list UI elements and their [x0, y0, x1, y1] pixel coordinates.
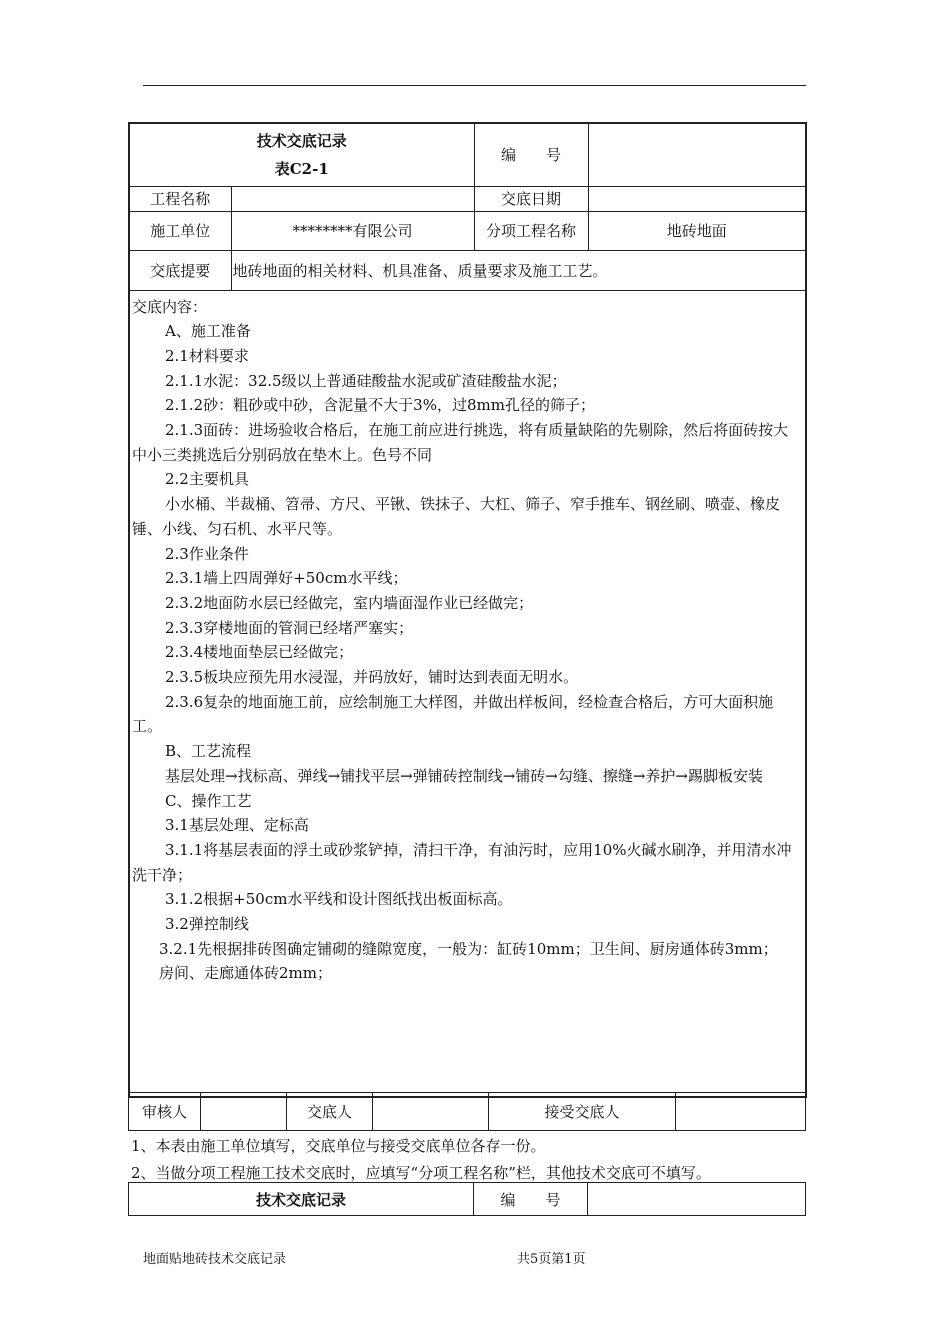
content-row [129, 290, 806, 1097]
next-form-title: 技术交底记录 [129, 1183, 474, 1216]
unit-label: 施工单位 [129, 211, 231, 250]
subproject-label: 分项工程名称 [474, 211, 588, 250]
note-item: 2、当做分项工程施工技术交底时，应填写“分项工程名称”栏，其他技术交底可不填写。 [131, 1164, 711, 1182]
footer-doc-name: 地面贴地砖技术交底记录 [143, 1252, 287, 1267]
summary-row [129, 250, 806, 290]
project-row [129, 186, 806, 211]
form-notes [131, 1133, 711, 1187]
content-line: 3.1.2根据+50cm水平线和设计图纸找出板面标高。 [165, 890, 513, 909]
content-line: 2.3作业条件 [165, 544, 249, 563]
content-line: 2.1材料要求 [165, 346, 249, 365]
form-number: 表C2-1 [274, 159, 329, 178]
content-line: B、工艺流程 [165, 742, 252, 761]
content-line: 2.2主要机具 [165, 470, 249, 489]
summary-value[interactable]: 地砖地面的相关材料、机具准备、质量要求及施工工艺。 [231, 250, 806, 290]
signature-row [129, 1093, 806, 1131]
content-line: 2.1.1水泥：32.5级以上普通硅酸盐水泥或矿渣硅酸盐水泥； [165, 371, 567, 390]
form-title: 技术交底记录 [256, 131, 347, 150]
next-serial-value[interactable] [588, 1183, 806, 1216]
reviewer-label: 审核人 [129, 1093, 201, 1131]
form-title-cell [129, 123, 474, 186]
content-line: 小水桶、半裁桶、笤帚、方尺、平锹、铁抹子、大杠、筛子、窄手推车、钢丝刷、喷壶、橡皮锤、小线、匀石机、水平尺等。 [132, 495, 781, 538]
content-line: 3.1.1将基层表面的浮土或砂浆铲掉，清扫干净，有油污时，应用10%火碱水刷净，并用清水冲洗干净； [132, 840, 792, 884]
content-line: 3.1基层处理、定标高 [165, 816, 309, 835]
title-row [129, 123, 806, 186]
serial-label: 编 号 [474, 123, 588, 186]
next-serial-label: 编 号 [474, 1183, 588, 1216]
reviewer-value[interactable] [201, 1093, 287, 1131]
content-line: 3.2.1先根据排砖图确定铺砌的缝隙宽度，一般为：缸砖10mm；卫生间、厨房通体砖3mm； [159, 939, 778, 958]
content-line: 2.1.3面砖：进场验收合格后，在施工前应进行挑选，将有质量缺陷的先剔除，然后将面砖按大中小三类挑选后分别码放在垫木上。色号不同 [132, 421, 789, 464]
receiver-value[interactable] [676, 1093, 806, 1131]
content-line: A、施工准备 [165, 322, 251, 341]
date-label: 交底日期 [474, 186, 588, 211]
content-line: 2.3.1墙上四周弹好+50cm水平线； [165, 569, 408, 588]
content-line: 2.3.4楼地面垫层已经做完； [165, 643, 354, 662]
date-value[interactable] [588, 186, 806, 211]
signature-table [128, 1092, 806, 1131]
note-item: 1、本表由施工单位填写，交底单位与接受交底单位各存一份。 [131, 1137, 546, 1155]
serial-value[interactable] [588, 123, 806, 186]
next-title-row [129, 1183, 806, 1216]
discloser-label: 交底人 [287, 1093, 373, 1131]
content-line: 2.3.2地面防水层已经做完，室内墙面湿作业已经做完； [165, 593, 534, 612]
summary-label: 交底提要 [129, 250, 231, 290]
content-line: 2.3.5板块应预先用水浸湿，并码放好，铺时达到表面无明水。 [165, 668, 579, 687]
unit-value[interactable]: ********有限公司 [231, 211, 474, 250]
content-line: 2.1.2砂：粗砂或中砂，含泥量不大于3%，过8mm孔径的筛子； [165, 396, 595, 415]
header-rule [143, 85, 806, 86]
content-line: C、操作工艺 [165, 791, 252, 810]
content-line: 2.3.3穿楼地面的管洞已经堵严塞实； [165, 618, 414, 637]
content-line: 基层处理→找标高、弹线→铺找平层→弹铺砖控制线→铺砖→勾缝、擦缝→养护→踢脚板安装 [165, 766, 763, 785]
subproject-value[interactable]: 地砖地面 [588, 211, 806, 250]
disclosure-form [128, 122, 807, 1098]
content-cell[interactable] [129, 290, 806, 1097]
discloser-value[interactable] [373, 1093, 489, 1131]
project-name-value[interactable] [231, 186, 474, 211]
next-form-header [128, 1182, 806, 1216]
content-line: 3.2弹控制线 [165, 915, 249, 934]
content-line: 2.3.6复杂的地面施工前，应绘制施工大样图，并做出样板间，经检查合格后，方可大面积施工。 [132, 692, 774, 736]
receiver-label: 接受交底人 [489, 1093, 676, 1131]
project-name-label: 工程名称 [129, 186, 231, 211]
footer-page-info: 共5页第1页 [517, 1252, 586, 1267]
content-line: 房间、走廊通体砖2mm； [159, 964, 332, 983]
content-heading: 交底内容： [132, 297, 208, 316]
unit-row [129, 211, 806, 250]
